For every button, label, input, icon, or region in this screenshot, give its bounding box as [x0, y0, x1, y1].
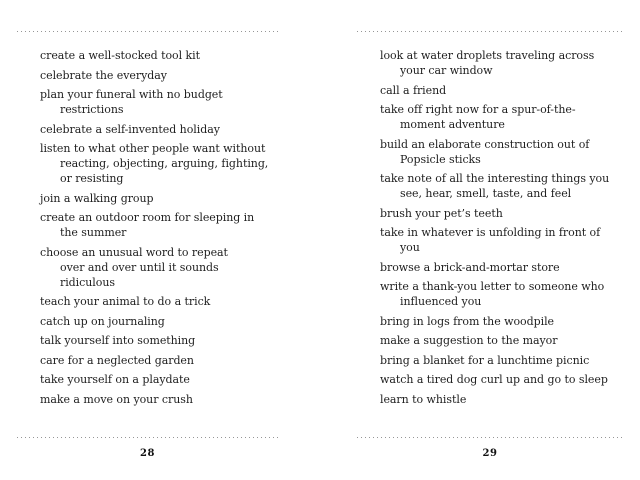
list-item: [380, 314, 620, 329]
item-line: call a friend: [380, 83, 447, 97]
item-line: create a well-stocked tool kit: [40, 49, 200, 62]
list-item: [380, 206, 620, 221]
list-item: [40, 210, 280, 240]
item-line: influenced you: [400, 295, 482, 308]
item-line: care for a neglected garden: [40, 353, 194, 367]
list-item: [40, 141, 280, 186]
item-line: browse a brick-and-mortar store: [380, 260, 560, 274]
item-line: take yourself on a playdate: [40, 373, 190, 386]
item-line: learn to whistle: [380, 392, 467, 406]
item-line: take in whatever is unfolding in front of: [380, 226, 601, 239]
item-line: talk yourself into something: [40, 334, 196, 347]
item-line: make a move on your crush: [40, 392, 193, 406]
list-item: [380, 225, 620, 255]
item-line: see, hear, smell, taste, and feel: [400, 187, 572, 200]
list-item: [40, 87, 280, 117]
list-item: [380, 260, 620, 275]
page-number: 28: [140, 448, 155, 459]
item-line: over and over until it sounds: [60, 260, 219, 274]
list-item: [380, 279, 620, 309]
item-line: join a walking group: [40, 191, 154, 205]
item-line: you: [400, 241, 420, 254]
list-item: [40, 392, 280, 407]
list-item: [40, 245, 280, 290]
dotted-rule-bottom: [17, 437, 278, 438]
list-item: [380, 83, 620, 98]
page-number: 29: [482, 448, 498, 459]
activity-list: [40, 48, 280, 411]
list-item: [380, 372, 620, 387]
item-line: celebrate a self-invented holiday: [40, 122, 220, 136]
item-line: choose an unusual word to repeat: [40, 245, 228, 259]
item-line: restrictions: [60, 103, 124, 116]
list-item: [40, 314, 280, 329]
list-item: [380, 333, 620, 348]
list-item: [380, 353, 620, 368]
item-line: bring a blanket for a lunchtime picnic: [380, 353, 590, 367]
list-item: [40, 122, 280, 137]
list-item: [40, 333, 280, 348]
item-line: make a suggestion to the mayor: [380, 334, 558, 347]
item-line: your car window: [400, 64, 493, 77]
item-line: write a thank-you letter to someone who: [380, 280, 605, 293]
list-item: [40, 68, 280, 83]
item-line: or resisting: [60, 172, 124, 185]
item-line: celebrate the everyday: [40, 68, 167, 82]
list-item: [380, 48, 620, 78]
item-line: plan your funeral with no budget: [40, 88, 223, 101]
list-item: [40, 372, 280, 387]
page-right: [320, 0, 640, 480]
item-line: take off right now for a spur-of-the-: [380, 103, 576, 116]
list-item: [40, 353, 280, 368]
item-line: take note of all the interesting things you: [380, 172, 610, 185]
dotted-rule-bottom: [357, 437, 623, 438]
activity-list: [380, 48, 620, 411]
list-item: [40, 191, 280, 206]
dotted-rule-top: [17, 31, 278, 32]
list-item: [40, 48, 280, 63]
item-line: catch up on journaling: [40, 314, 165, 328]
item-line: moment adventure: [400, 118, 505, 131]
list-item: [380, 137, 620, 167]
item-line: watch a tired dog curl up and go to sleep: [380, 373, 608, 386]
list-item: [380, 392, 620, 407]
item-line: ridiculous: [60, 275, 115, 289]
list-item: [380, 102, 620, 132]
item-line: look at water droplets traveling across: [380, 49, 595, 62]
item-line: listen to what other people want without: [40, 142, 266, 155]
item-line: reacting, objecting, arguing, fighting,: [60, 157, 269, 170]
item-line: Popsicle sticks: [400, 152, 481, 166]
item-line: the summer: [60, 226, 127, 239]
item-line: create an outdoor room for sleeping in: [40, 211, 255, 224]
list-item: [380, 171, 620, 201]
dotted-rule-top: [357, 31, 623, 32]
item-line: brush your pet’s teeth: [380, 206, 503, 220]
item-line: teach your animal to do a trick: [40, 295, 211, 308]
item-line: build an elaborate construction out of: [380, 137, 590, 151]
item-line: bring in logs from the woodpile: [380, 314, 554, 328]
list-item: [40, 294, 280, 309]
